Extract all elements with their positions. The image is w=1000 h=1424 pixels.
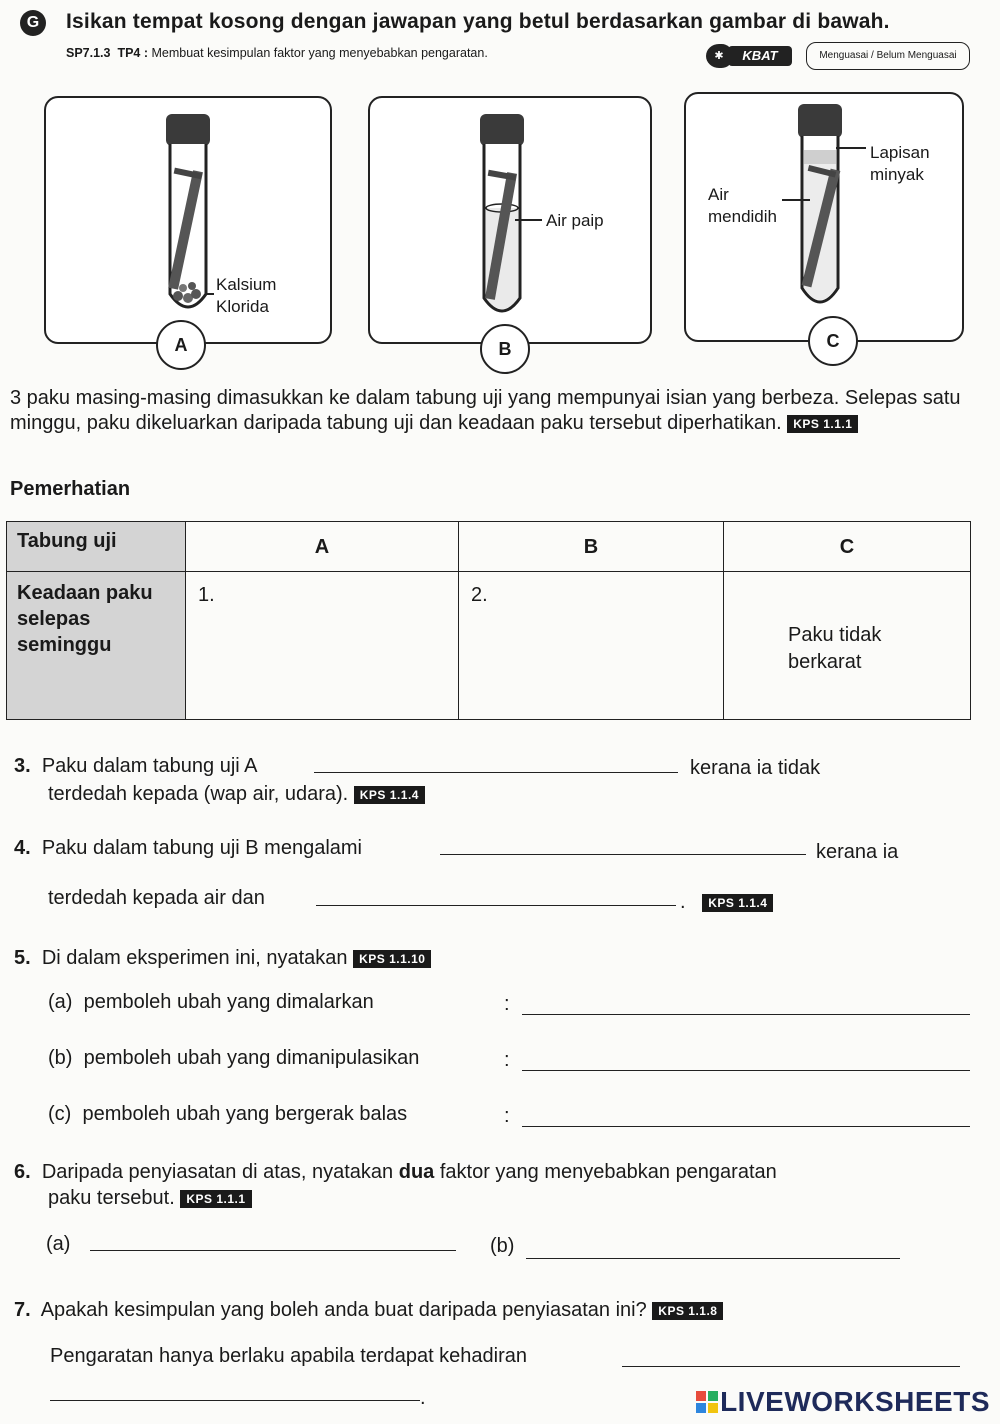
answer-blank-q7b[interactable] [50, 1400, 420, 1401]
cell-c-text: Paku tidak berkarat [788, 624, 882, 673]
observation-title: Pemerhatian [10, 478, 131, 500]
question-6-line2 [48, 1186, 252, 1211]
answer-blank-q6a[interactable] [90, 1250, 456, 1251]
table-row [7, 572, 971, 720]
standard-code: SP7.1.3 [66, 46, 111, 60]
kps-badge: KPS 1.1.1 [787, 415, 858, 433]
question-3-line2 [48, 782, 425, 807]
answer-blank-q5c[interactable] [522, 1126, 970, 1127]
label-kalsium: Kalsium [216, 275, 277, 294]
brand-text: LIVEWORKSHEETS [720, 1386, 990, 1417]
item-text: pemboleh ubah yang bergerak balas [82, 1103, 408, 1125]
intro-text: 3 paku masing-masing dimasukkan ke dalam tabung uji yang mempunyai isian yang berbeza. Selepas satu minggu, paku dikeluarkan daripada tabung uji dan keadaan paku tersebut diperhatikan. [10, 387, 961, 434]
panel-label-c: C [808, 316, 858, 366]
section-badge: G [20, 10, 46, 36]
stopper-icon [798, 104, 842, 138]
answer-blank-q6b[interactable] [526, 1258, 900, 1259]
panel-b [368, 96, 652, 344]
question-7-text: Apakah kesimpulan yang boleh anda buat daripada penyiasatan ini? [40, 1299, 647, 1321]
question-6b-label: (b) [490, 1235, 515, 1257]
question-7-answer-prefix: Pengaratan hanya berlaku apabila terdapat kehadiran [50, 1345, 528, 1367]
question-6a-label: (a) [46, 1233, 71, 1255]
colon: : [504, 993, 510, 1015]
title-row [20, 8, 980, 42]
column-header-a: A [186, 522, 459, 572]
answer-blank-q7a[interactable] [622, 1366, 960, 1367]
cell-number: 1. [198, 584, 215, 606]
header-keadaan-paku: Keadaan paku selepas seminggu [7, 572, 186, 720]
question-5-text: Di dalam eksperimen ini, nyatakan [41, 947, 348, 969]
column-header-c: C [724, 522, 971, 572]
question-4-line1 [14, 836, 362, 861]
question-6-bold: dua [398, 1161, 435, 1183]
label-klorida: Klorida [216, 297, 269, 316]
question-3-text-a: Paku dalam tabung uji A [41, 755, 258, 777]
answer-blank-q3[interactable] [314, 772, 678, 773]
question-4-text-a: Paku dalam tabung uji B mengalami [41, 837, 362, 859]
answer-cell-a[interactable] [186, 572, 459, 720]
kps-badge: KPS 1.1.4 [702, 894, 773, 912]
kbat-label: KBAT [728, 46, 792, 66]
question-5b [48, 1046, 419, 1071]
question-6-line1 [14, 1160, 777, 1185]
question-number: 7. [14, 1299, 31, 1321]
answer-blank-q5a[interactable] [522, 1014, 970, 1015]
label-air-paip: Air paip [546, 211, 604, 230]
question-number: 6. [14, 1161, 31, 1183]
kps-badge: KPS 1.1.8 [652, 1302, 723, 1320]
answer-blank-q4b[interactable] [316, 905, 676, 906]
stopper-icon [166, 114, 210, 146]
panel-label-a: A [156, 320, 206, 370]
liveworksheets-icon [696, 1391, 718, 1413]
colon: : [504, 1049, 510, 1071]
question-7-line1 [14, 1298, 723, 1323]
learning-standard [66, 46, 488, 60]
colon: : [504, 1105, 510, 1127]
item-text: pemboleh ubah yang dimanipulasikan [83, 1047, 420, 1069]
question-3-text-b: kerana ia tidak [690, 757, 821, 779]
question-5c [48, 1102, 407, 1127]
header-tabung-uji: Tabung uji [7, 522, 186, 572]
question-7-end: . [420, 1387, 426, 1409]
question-3-line1 [14, 754, 258, 779]
cell-c [724, 572, 971, 720]
label-mendidih: mendidih [708, 207, 777, 226]
item-label: (c) [48, 1103, 72, 1125]
question-number: 3. [14, 755, 31, 777]
tp-label: TP4 : [117, 46, 148, 60]
panel-label-b: B [480, 324, 530, 374]
label-lapisan: Lapisan [870, 143, 930, 162]
question-5-line [14, 946, 431, 971]
item-label: (b) [48, 1047, 73, 1069]
mastery-box: Menguasai / Belum Menguasai [806, 42, 970, 70]
intro-paragraph [10, 386, 970, 436]
kps-badge: KPS 1.1.4 [354, 786, 425, 804]
oil-layer [804, 150, 836, 164]
standard-text: Membuat kesimpulan faktor yang menyebabkan pengaratan. [151, 46, 488, 60]
period: . [680, 891, 686, 913]
label-minyak: minyak [870, 165, 924, 184]
cell-number: 2. [471, 584, 488, 606]
liveworksheets-logo[interactable] [696, 1386, 990, 1418]
kbat-badge [706, 42, 796, 70]
label-air: Air [708, 185, 729, 204]
stopper-icon [480, 114, 524, 146]
answer-cell-b[interactable] [459, 572, 724, 720]
brain-icon: ✱ [706, 44, 732, 68]
panel-a [44, 96, 332, 344]
observation-table [6, 521, 971, 720]
question-5a [48, 990, 374, 1015]
question-number: 4. [14, 837, 31, 859]
item-text: pemboleh ubah yang dimalarkan [83, 991, 374, 1013]
answer-blank-q5b[interactable] [522, 1070, 970, 1071]
table-header-row [7, 522, 971, 572]
question-6-text-c: paku tersebut. [48, 1187, 175, 1209]
test-tube-b-drawing [370, 98, 650, 342]
kps-badge: KPS 1.1.1 [180, 1190, 251, 1208]
question-4-text-b: kerana ia [816, 841, 899, 863]
kps-badge: KPS 1.1.10 [353, 950, 431, 968]
test-tube-a-drawing [46, 98, 330, 342]
instruction-title: Isikan tempat kosong dengan jawapan yang betul berdasarkan gambar di bawah. [66, 10, 890, 33]
answer-blank-q4a[interactable] [440, 854, 806, 855]
question-4-end [680, 890, 773, 915]
question-3-text-c: terdedah kepada (wap air, udara). [48, 783, 349, 805]
question-6-text-a: Daripada penyiasatan di atas, nyatakan [41, 1161, 394, 1183]
panel-c [684, 92, 964, 342]
question-6-text-b: faktor yang menyebabkan pengaratan [439, 1161, 777, 1183]
item-label: (a) [48, 991, 73, 1013]
column-header-b: B [459, 522, 724, 572]
question-number: 5. [14, 947, 31, 969]
question-4-text-c: terdedah kepada air dan [48, 887, 265, 909]
